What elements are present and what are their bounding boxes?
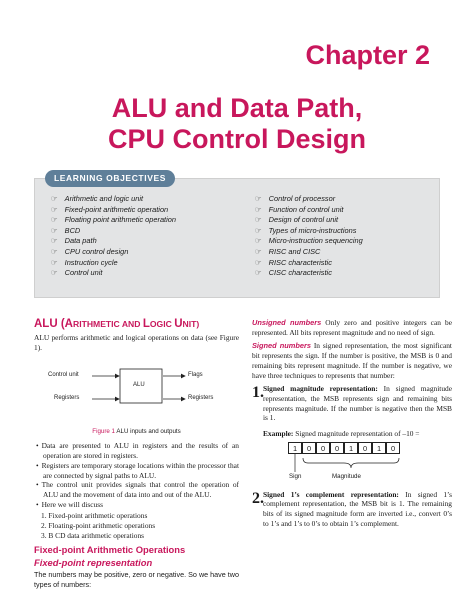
bullet-item: • Here we will discuss xyxy=(34,500,239,510)
objective-item: ☞ CISC characteristic xyxy=(255,268,332,278)
alu-bullets xyxy=(34,441,239,509)
arrow-icon: ☞ xyxy=(51,246,58,256)
signed-paragraph: Signed numbers In signed representation, the most significant bit represents the sign. If the number is positive, the MSB is 0 and remaining bits represent magnitude. If the number is negative, we have three techniques to represents that number: xyxy=(252,341,452,380)
arrow-icon: ☞ xyxy=(255,204,262,214)
section-heading-alu: ALU (ARITHMETIC AND LOGIC UNIT) xyxy=(34,318,200,330)
arrow-icon: ☞ xyxy=(255,246,262,256)
arrow-icon: ☞ xyxy=(51,236,58,246)
bullet-item: • Data are presented to ALU in registers and the results of an operation are stored in registers. xyxy=(34,441,239,460)
list-item: 3. B CD data arithmetic operations xyxy=(41,530,145,540)
arrow-icon: ☞ xyxy=(255,236,262,246)
chapter-title-line2: CPU Control Design xyxy=(107,124,366,154)
example-line: Example: Signed magnitude representation of –10 = xyxy=(263,429,420,439)
left-column xyxy=(34,318,239,590)
fixed-point-text: The numbers may be positive, zero or negative. So we have two types of numbers: xyxy=(34,570,239,590)
learning-objectives-box xyxy=(34,173,440,298)
signed-magnitude-item: 1. Signed magnitude representation: In signed magnitude representation, the MSB represents sign and remaining bits represents magnitude. If the number is negative then the MSB is 1. xyxy=(252,384,452,423)
arrow-icon: ☞ xyxy=(255,225,262,235)
objective-item: ☞ RISC characteristic xyxy=(255,257,332,267)
label-registers-out: Registers xyxy=(188,395,214,402)
bit-cell: 1 xyxy=(372,442,386,454)
objective-item: ☞ Control of processor xyxy=(255,194,336,203)
fixed-point-representation-heading: Fixed-point representation xyxy=(34,557,153,569)
arrow-icon: ☞ xyxy=(51,194,58,203)
arrow-icon: ☞ xyxy=(255,194,262,203)
magnitude-brace xyxy=(303,458,399,468)
unsigned-paragraph: Unsigned numbers Only zero and positive integers can be represented. All bits represent magnitude and no need of sign. xyxy=(252,318,453,337)
arrow-icon: ☞ xyxy=(51,215,58,225)
bit-cell: 0 xyxy=(386,442,400,454)
list-item: 1. Fixed-point arithmetic operations xyxy=(41,511,148,521)
arrow-icon: ☞ xyxy=(51,225,58,235)
alu-diagram xyxy=(34,356,239,426)
signed-magnitude-title: Signed magnitude representation: xyxy=(263,384,378,394)
bit-cell: 1 xyxy=(288,442,302,454)
arrow-icon: ☞ xyxy=(255,215,262,225)
list-item: 2. Floating-point arithmetic operations xyxy=(41,521,156,531)
objective-item: ☞ Floating point arithmetic operation xyxy=(51,215,176,225)
objectives-left-list xyxy=(51,194,176,279)
objectives-right-list xyxy=(255,194,363,279)
arrow-icon: ☞ xyxy=(255,268,262,278)
objective-item: ☞ CPU control design xyxy=(51,246,129,256)
ones-complement-title: Signed 1’s complement representation: xyxy=(263,489,399,499)
label-alu: ALU xyxy=(133,382,145,389)
operations-list xyxy=(34,511,239,540)
unsigned-term: Unsigned numbers xyxy=(252,318,322,327)
label-registers-in: Registers xyxy=(54,395,80,402)
fixed-point-ops-heading: Fixed-point Arithmetic Operations xyxy=(34,544,186,556)
bit-cell: 0 xyxy=(302,442,316,454)
ones-complement-item: 2. Signed 1’s complement representation: In signed 1’s complement representation, the MSB bit is 1. The remaining bits of its signed magnitude form are inverted i.e., convert 0’s to 1’s and 1’s to 0’s to obtain 1’s complement. xyxy=(252,489,452,528)
objective-item: ☞ Arithmetic and logic unit xyxy=(51,194,144,203)
arrow-icon: ☞ xyxy=(51,257,58,267)
chapter-title-line1: ALU and Data Path, xyxy=(111,93,363,123)
objective-item: ☞ Control unit xyxy=(51,268,103,278)
objective-item: ☞ RISC and CISC xyxy=(255,246,321,256)
objective-item: ☞ Function of control unit xyxy=(255,204,344,214)
signed-term: Signed numbers xyxy=(252,341,311,351)
arrow-icon: ☞ xyxy=(51,204,58,214)
magnitude-label: Magnitude xyxy=(332,472,361,480)
arrow-icon: ☞ xyxy=(51,268,58,278)
chapter-label: Chapter 2 xyxy=(305,40,430,70)
objective-item: ☞ Instruction cycle xyxy=(51,257,118,267)
objective-item: ☞ Data path xyxy=(51,236,97,246)
bit-cell: 0 xyxy=(358,442,372,454)
arrow-icon: ☞ xyxy=(255,257,262,267)
alu-intro: ALU performs arithmetic and logical operations on data (see Figure 1). xyxy=(34,333,239,352)
alu-figure xyxy=(34,356,239,426)
objective-item: ☞ Types of micro-instructions xyxy=(255,225,357,235)
objective-item: ☞ BCD xyxy=(51,225,81,235)
bit-diagram xyxy=(288,442,452,486)
right-column xyxy=(252,318,452,529)
sign-label: Sign xyxy=(289,472,302,480)
objective-item: ☞ Design of control unit xyxy=(255,215,339,225)
bullet-item: • The control unit provides signals that control the operation of ALU and the movement of data into and out of the ALU. xyxy=(34,480,239,499)
bit-cell: 1 xyxy=(344,442,358,454)
figure-caption: Figure 1 ALU inputs and outputs xyxy=(92,428,181,436)
bit-cell: 0 xyxy=(330,442,344,454)
bit-cell: 0 xyxy=(316,442,330,454)
objective-item: ☞ Micro-instruction sequencing xyxy=(255,236,363,246)
bullet-item: • Registers are temporary storage locations within the processor that are connected by signal paths to ALU. xyxy=(34,461,239,480)
learning-objectives-heading: LEARNING OBJECTIVES xyxy=(45,170,175,187)
label-flags: Flags xyxy=(188,372,203,379)
label-control-unit: Control unit xyxy=(48,372,79,379)
objective-item: ☞ Fixed-point arithmetic operation xyxy=(51,204,169,214)
